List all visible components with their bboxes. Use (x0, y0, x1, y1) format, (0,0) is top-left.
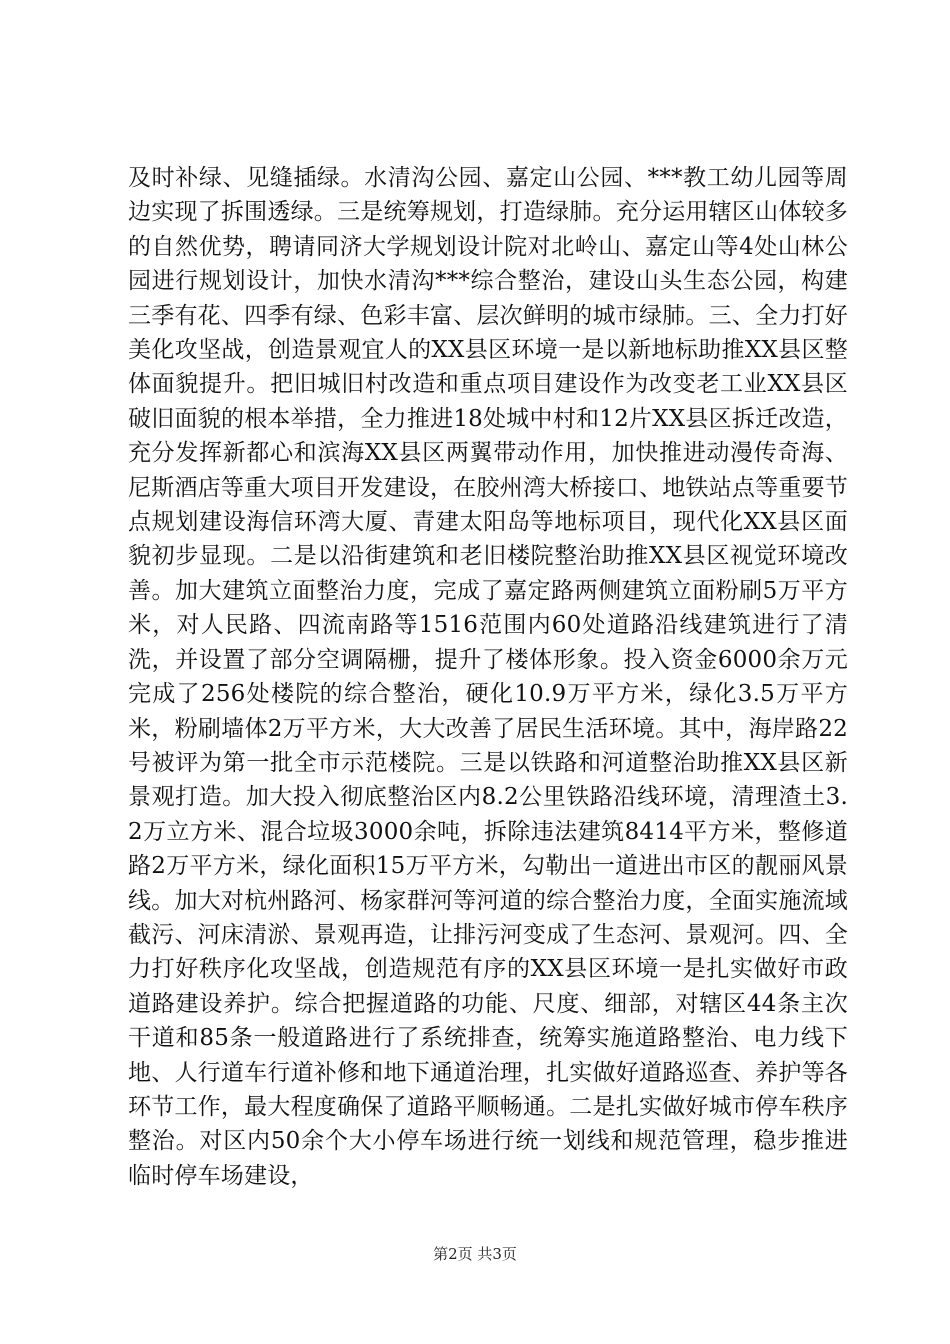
page-number-footer: 第2页 共3页 (433, 1245, 517, 1263)
body-paragraph: 及时补绿、见缝插绿。水清沟公园、嘉定山公园、***教工幼儿园等周边实现了拆围透绿。三是统筹规划，打造绿肺。充分运用辖区山体较多的自然优势，聘请同济大学规划设计院对北岭山、嘉定山等4处山林公园进行规划设计，加快水清沟***综合整治，建设山头生态公园，构建三季有花、四季有绿、色彩丰富、层次鲜明的城市绿肺。三、全力打好美化攻坚战，创造景观宜人的XX县区环境一是以新地标助推XX县区整体面貌提升。把旧城旧村改造和重点项目建设作为改变老工业XX县区破旧面貌的根本举措，全力推进18处城中村和12片XX县区拆迁改造，充分发挥新都心和滨海XX县区两翼带动作用，加快推进动漫传奇海、尼斯酒店等重大项目开发建设，在胶州湾大桥接口、地铁站点等重要节点规划建设海信环湾大厦、青建太阳岛等地标项目，现代化XX县区面貌初步显现。二是以沿街建筑和老旧楼院整治助推XX县区视觉环境改善。加大建筑立面整治力度，完成了嘉定路两侧建筑立面粉刷5万平方米，对人民路、四流南路等1516范围内60处道路沿线建筑进行了清洗，并设置了部分空调隔栅，提升了楼体形象。投入资金6000余万元完成了256处楼院的综合整治，硬化10.9万平方米，绿化3.5万平方米，粉刷墙体2万平方米，大大改善了居民生活环境。其中，海岸路22号被评为第一批全市示范楼院。三是以铁路和河道整治助推XX县区新景观打造。加大投入彻底整治区内8.2公里铁路沿线环境，清理渣土3.2万立方米、混合垃圾3000余吨，拆除违法建筑8414平方米，整修道路2万平方米，绿化面积15万平方米，勾勒出一道进出市区的靓丽风景线。加大对杭州路河、杨家群河等河道的综合整治力度，全面实施流域截污、河床清淤、景观再造，让排污河变成了生态河、景观河。四、全力打好秩序化攻坚战，创造规范有序的XX县区环境一是扎实做好市政道路建设养护。综合把握道路的功能、尺度、细部，对辖区44条主次干道和85条一般道路进行了系统排查，统筹实施道路整治、电力线下地、人行道车行道补修和地下通道治理，扎实做好道路巡查、养护等各环节工作，最大程度确保了道路平顺畅通。二是扎实做好城市停车秩序整治。对区内50余个大小停车场进行统一划线和规范管理，稳步推进临时停车场建设， (128, 165, 848, 1189)
